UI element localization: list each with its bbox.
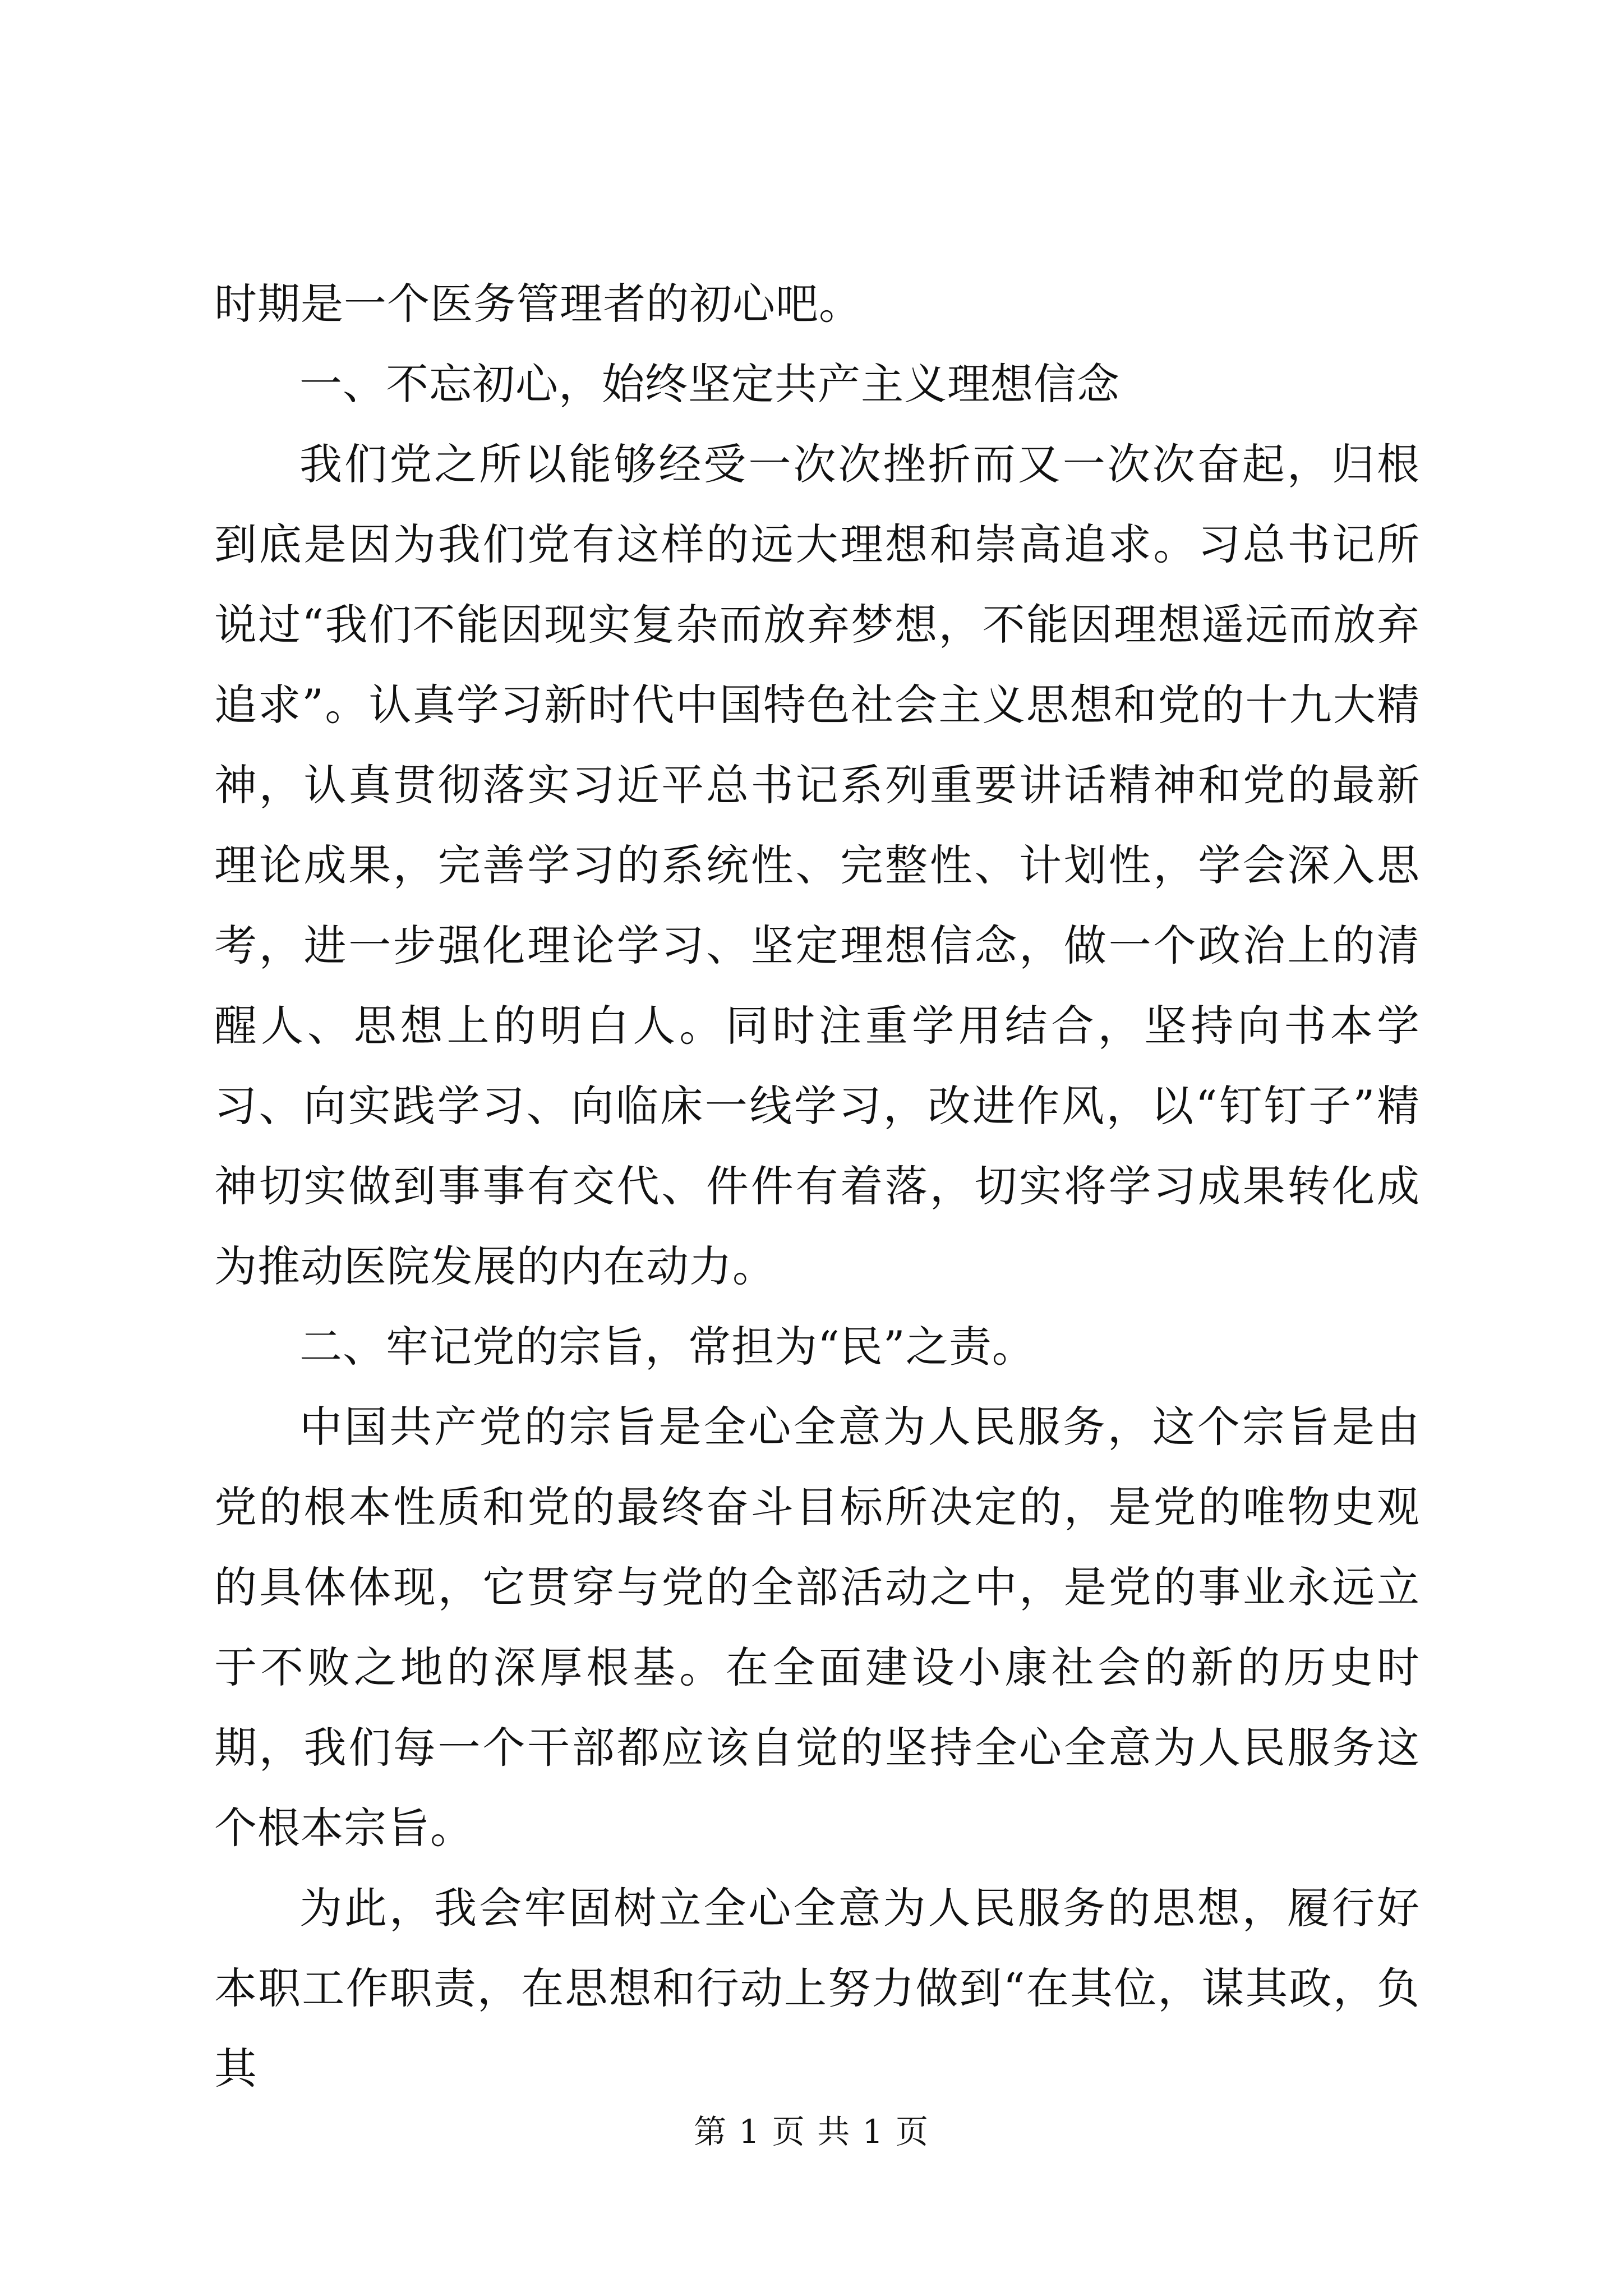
section-heading-1: 一、不忘初心，始终坚定共产主义理想信念 — [299, 359, 1120, 409]
document-body — [214, 264, 1420, 2109]
paragraph-ideals: 我们党之所以能够经受一次次挫折而又一次次奋起，归根到底是因为我们党有这样的远大理想和崇高追求。习总书记所说过“我们不能因现实复杂而放弃梦想，不能因理想遥远而放弃追求”。认真学习新时代中国特色社会主义思想和党的十九大精神，认真贯彻落实习近平总书记系列重要讲话精神和党的最新理论成果，完善学习的系统性、完整性、计划性，学会深入思考，进一步强化理论学习、坚定理想信念，做一个政治上的清醒人、思想上的明白人。同时注重学用结合，坚持向书本学习、向实践学习、向临床一线学习，改进作风，以“钉钉子”精神切实做到事事有交代、件件有着落，切实将学习成果转化成为推动医院发展的内在动力。 — [214, 439, 1420, 1291]
section-heading-2: 二、牢记党的宗旨，常担为“民”之责。 — [299, 1322, 1035, 1372]
paragraph-continuation: 时期是一个医务管理者的初心吧。 — [214, 279, 862, 329]
paragraph-purpose: 中国共产党的宗旨是全心全意为人民服务，这个宗旨是由党的根本性质和党的最终奋斗目标所决定的，是党的唯物史观的具体体现，它贯穿与党的全部活动之中，是党的事业永远立于不败之地的深厚根基。在全面建设小康社会的新的历史时期，我们每一个干部都应该自觉的坚持全心全意为人民服务这个根本宗旨。 — [214, 1402, 1420, 1853]
page-footer — [0, 2109, 1623, 2154]
page-number-label: 第 1 页 共 1 页 — [694, 2113, 929, 2151]
paragraph-commitment: 为此，我会牢固树立全心全意为人民服务的思想，履行好本职工作职责，在思想和行动上努力做到“在其位，谋其政，负其 — [214, 1883, 1420, 2093]
